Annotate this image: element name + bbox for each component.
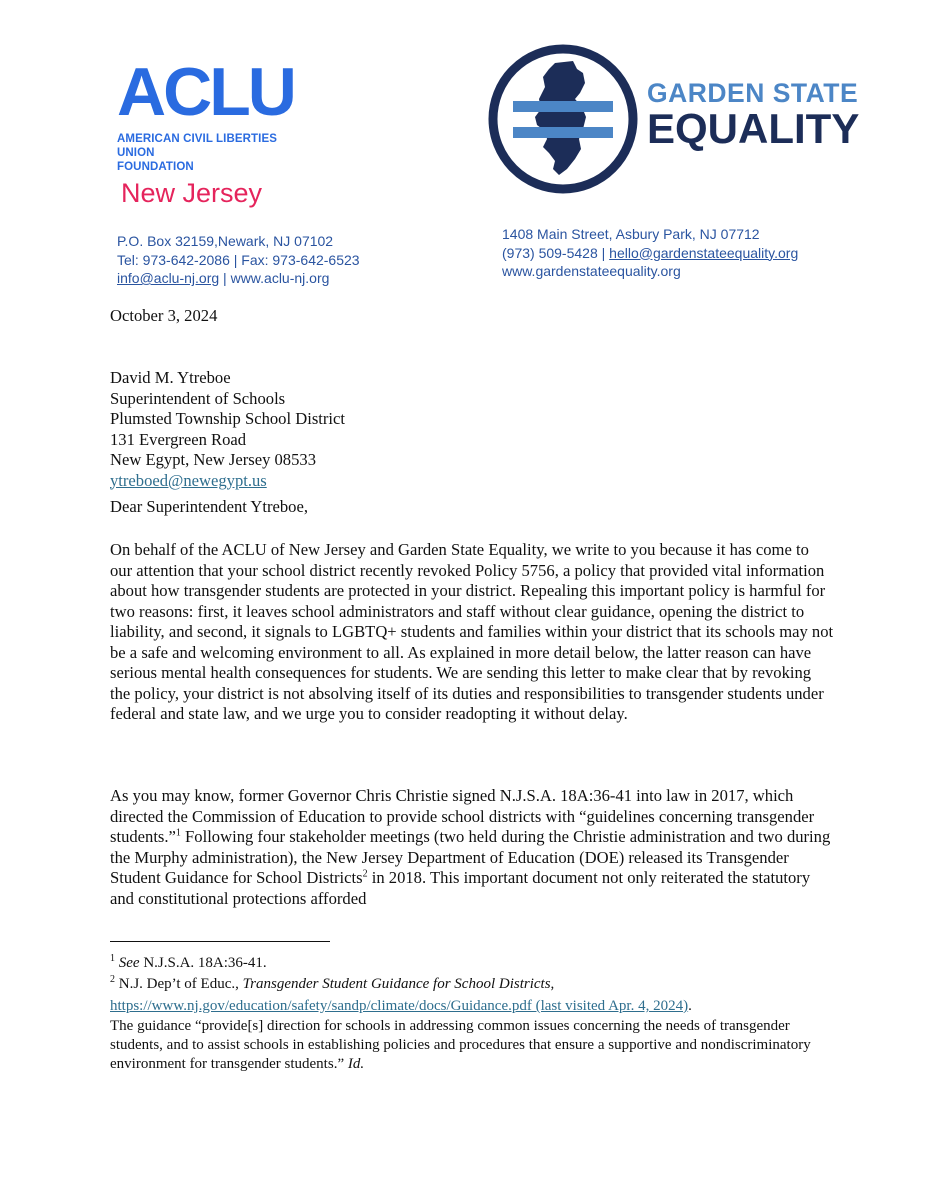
- aclu-subtitle: [117, 132, 317, 174]
- recipient-street: 131 Evergreen Road: [110, 429, 247, 449]
- footnote-ref-2[interactable]: 2: [362, 868, 368, 880]
- aclu-links: [117, 269, 360, 288]
- footnote-1-see: See: [118, 955, 140, 971]
- footnote-2-title: Transgender Student Guidance for School Districts: [242, 976, 551, 992]
- paragraph-1: [110, 540, 834, 725]
- footnote-1: [110, 954, 840, 973]
- aclu-website[interactable]: www.aclu-nj.org: [230, 270, 330, 286]
- footnote-2-id: Id.: [347, 1056, 365, 1072]
- footnote-2-number: 2: [110, 974, 115, 985]
- aclu-separator: |: [219, 270, 231, 286]
- footnote-divider: [110, 941, 330, 942]
- footnote-2-comma: ,: [550, 976, 555, 992]
- paragraph-1-text: On behalf of the ACLU of New Jersey and Garden State Equality, we write to you because it has come to our attention that your school district recently revoked Policy 5756, a policy that provided vital information about how transgender students are protected in your district. Repealing this important policy is harmful for two reasons: first, it leaves school administrators and staff without clear guidance, opening the district to liability, and second, it signals to LGBTQ+ students and families within your district that its schools may not be a safe and welcoming environment to all. As explained in more detail below, the latter reason can have serious mental health consequences for students. We are sending this letter to make clear that by revoking the policy, your district is not absolving itself of its duties and responsibilities to transgender students under federal and state law, and we urge you to consider readopting it without delay.: [110, 540, 834, 723]
- recipient-block: [110, 368, 830, 491]
- gse-seal-icon: [487, 43, 639, 195]
- aclu-state-name: New Jersey: [121, 178, 263, 208]
- footnote-1-text: N.J.S.A. 18A:36-41.: [139, 955, 267, 971]
- gse-wordmark-line2: EQUALITY: [647, 105, 860, 152]
- paragraph-2-part-c: in 2018. This important document not only reiterated the statutory and constitutional protections afforded: [110, 868, 811, 908]
- gse-email-link[interactable]: hello@gardenstateequality.org: [609, 244, 799, 261]
- recipient-city: New Egypt, New Jersey 08533: [110, 450, 316, 469]
- paragraph-2-part-b: Following four stakeholder meetings (two held during the Christie administration and two during the Murphy administration), the New Jersey Department of Education (DOE) released its Transgender Student Guidance for School Districts: [110, 827, 831, 887]
- footnote-2: [110, 975, 840, 1074]
- footnote-2-quote: The guidance “provide[s] direction for schools in addressing common issues concerning the needs of transgender students, and to assist schools in establishing policies and procedures that ensure a supportive and nondiscriminatory environment for transgender students.”: [110, 1018, 811, 1072]
- gse-address: 1408 Main Street, Asbury Park, NJ 07712: [502, 226, 760, 242]
- aclu-phone: Tel: 973-642-2086 | Fax: 973-642-6523: [117, 251, 360, 268]
- gse-phone: (973) 509-5428 |: [502, 244, 610, 261]
- footnote-2-period: .: [688, 998, 692, 1014]
- letter-date: October 3, 2024: [110, 306, 218, 325]
- paragraph-2-part-a: As you may know, former Governor Chris Christie signed N.J.S.A. 18A:36-41 into law in 2017, which directed the Commission of Education to provide school districts with “guidelines concerning transgender students.”: [110, 786, 815, 846]
- gse-contact: [502, 225, 798, 281]
- paragraph-2: [110, 786, 834, 909]
- aclu-email-link[interactable]: info@aclu-nj.org: [117, 270, 220, 286]
- aclu-address: P.O. Box 32159,Newark, NJ 07102: [117, 233, 334, 249]
- aclu-wordmark: ACLU: [117, 54, 294, 130]
- salutation: Dear Superintendent Ytreboe,: [110, 497, 308, 516]
- recipient-name: David M. Ytreboe: [110, 368, 231, 387]
- footnote-2-lead: N.J. Dep’t of Educ.,: [115, 976, 243, 992]
- gse-wordmark: [647, 78, 859, 150]
- gse-wordmark-line1: GARDEN STATE: [647, 78, 859, 108]
- footnote-2-url[interactable]: https://www.nj.gov/education/safety/sandp/climate/docs/Guidance.pdf (last visited Apr. 4, 2024): [110, 998, 689, 1014]
- aclu-logo: [117, 54, 317, 174]
- recipient-title: Superintendent of Schools: [110, 388, 286, 408]
- recipient-district: Plumsted Township School District: [110, 409, 346, 428]
- footnote-ref-1[interactable]: 1: [175, 827, 181, 839]
- gse-phone-line: [502, 244, 798, 263]
- aclu-subtitle-line2: FOUNDATION: [117, 161, 194, 173]
- footnote-1-number: 1: [110, 953, 115, 964]
- gse-website[interactable]: www.gardenstateequality.org: [502, 263, 681, 279]
- aclu-subtitle-line1: AMERICAN CIVIL LIBERTIES UNION: [117, 133, 278, 159]
- aclu-contact: [117, 232, 360, 288]
- recipient-email-link[interactable]: ytreboed@newegypt.us: [110, 470, 267, 490]
